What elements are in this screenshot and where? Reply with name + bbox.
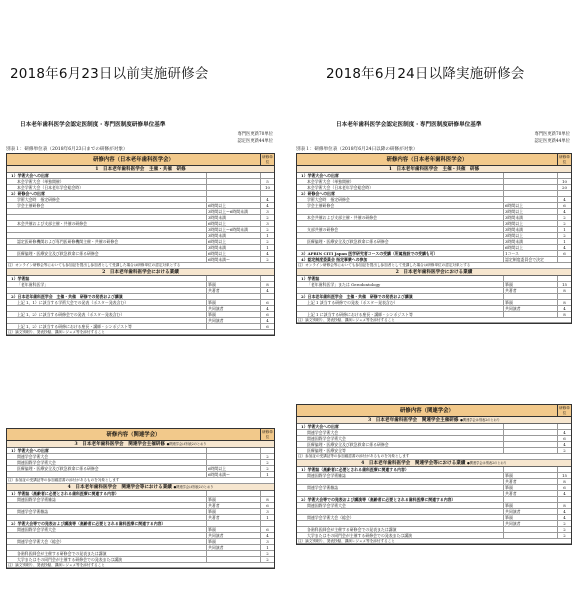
row-condition: 3時間以上～6時間未満: [206, 227, 260, 232]
row-condition: 共著者: [206, 503, 260, 508]
row-condition: 6時間以上: [206, 221, 260, 226]
left-doc-title: 日本老年歯科医学会認定医制度・専門医制度研修単位基準: [20, 122, 166, 128]
row-label: [297, 306, 503, 311]
row-condition: [206, 197, 260, 202]
row-condition: [503, 448, 557, 453]
row-label: [297, 245, 503, 250]
row-condition: 筆頭: [206, 312, 260, 317]
row-label: [297, 233, 503, 238]
row-units: [557, 497, 571, 502]
row-condition: [503, 467, 557, 472]
row-units: 8: [260, 282, 274, 287]
row-units: 6: [557, 251, 571, 256]
row-condition: [206, 454, 260, 459]
rows-group: [7, 173, 274, 263]
section-header: [7, 441, 274, 448]
section-header: [297, 417, 571, 424]
table-note: 注）論文別刷り、発表抄録、講演レジュメ等を添付すること: [7, 563, 274, 569]
row-units: [260, 294, 274, 299]
row-condition: [206, 179, 260, 184]
rows-group: [7, 491, 274, 563]
row-label: [297, 479, 503, 484]
row-units: 15: [557, 282, 571, 287]
row-condition: 共著者: [503, 491, 557, 496]
row-condition: [503, 276, 557, 281]
row-condition: 筆頭: [206, 539, 260, 544]
row-units: 10: [260, 185, 274, 190]
section-note: ●関連学会は別表2のとおり: [173, 484, 214, 489]
row-units: [260, 276, 274, 281]
row-label: [297, 209, 503, 214]
row-condition: [503, 430, 557, 435]
row-condition: 筆頭: [206, 300, 260, 305]
row-label: [297, 509, 503, 514]
row-condition: [503, 497, 557, 502]
row-units: 4: [260, 533, 274, 538]
unit-header: 研修単位: [557, 405, 571, 416]
row-label: 1）学術誌（高齢者に必要とされる歯科医療に関連する内容）: [301, 466, 409, 472]
row-condition: [206, 191, 260, 196]
row-units: 2: [557, 533, 571, 538]
table-note: 注）参加証の受講証等の参加確認書の添付があるものを対象とします: [297, 454, 571, 460]
row-units: [260, 173, 274, 178]
row-condition: [206, 448, 260, 453]
rows-group: [297, 173, 571, 263]
table-title: 研修内容（日本老年歯科医学会）: [93, 157, 174, 163]
row-units: 8: [557, 312, 571, 317]
row-units: 4: [557, 245, 571, 250]
row-units: 2: [557, 215, 571, 220]
row-label: 2）研修会への出席: [11, 191, 45, 196]
table-header: [297, 405, 571, 417]
row-label: 2）学術大会等での発表および講演等（高齢者に必要とされる歯科医療に関連する内容）: [301, 496, 456, 502]
row-condition: 6時間未満～: [206, 257, 260, 262]
row-label: 大学またはその同門会が主催する研修会での発表または講演: [17, 556, 123, 562]
row-units: 2: [260, 551, 274, 556]
row-condition: [206, 294, 260, 299]
row-units: 2: [260, 257, 274, 262]
row-condition: [503, 533, 557, 538]
row-label: 上記 1、2）に該当する研修会での発表（ポスター発表含む）: [17, 311, 125, 317]
row-condition: [503, 312, 557, 317]
row-label: [7, 306, 206, 311]
rows-group: [7, 448, 274, 478]
table-header: [7, 154, 274, 166]
row-condition: 6時間以上: [206, 239, 260, 244]
row-condition: 6時間未満～: [206, 472, 260, 477]
row-units: 2: [260, 239, 274, 244]
row-condition: 3時間未満: [503, 239, 557, 244]
row-label: 2）研修会への出席: [301, 191, 335, 196]
row-label: [7, 318, 206, 323]
row-units: [557, 257, 571, 262]
left-heading: 2018年6月23日以前実施研修会: [10, 66, 209, 82]
row-label: 1）学術大会への出席: [301, 173, 339, 178]
row-label: 関連国際学会学術大会: [307, 436, 346, 441]
table-note: 注）オンライン研修会等においても参加証を提出し参加者として受講した場合は研修単位の認定対象とする: [7, 263, 274, 269]
row-label: [297, 491, 503, 496]
section-header: [297, 460, 571, 467]
right-rev-specialist: 専門医更新70単位: [534, 132, 570, 137]
section-title: 4 日本老年歯科医学会 関連学会等における業績: [67, 484, 172, 490]
row-condition: [503, 185, 557, 190]
row-units: 6: [557, 485, 571, 490]
row-condition: 筆頭: [503, 473, 557, 478]
section-header: 2 日本老年歯科医学会における業績: [7, 269, 274, 276]
section-header: [7, 484, 274, 491]
row-units: 2: [557, 448, 571, 453]
row-condition: [503, 179, 557, 184]
row-label: [7, 515, 206, 520]
row-label: 1）学術誌: [301, 275, 320, 281]
row-units: 3: [260, 209, 274, 214]
row-condition: 3時間以上: [503, 209, 557, 214]
row-condition: 3時間未満: [503, 215, 557, 220]
row-units: 1: [260, 515, 274, 520]
row-units: 2: [557, 221, 571, 226]
row-units: 5: [260, 179, 274, 184]
row-label: 上記 1 該当する研修での発表（ポスター発表含む）: [307, 299, 398, 305]
row-label: [7, 257, 206, 262]
row-condition: 6時間以上: [503, 203, 557, 208]
row-condition: 3時間未満: [206, 245, 260, 250]
row-label: 関連学会学術大会: [307, 430, 339, 435]
row-label: [7, 503, 206, 508]
section-note: ●関連学会は別表2のとおり: [166, 442, 207, 446]
row-label: 1）学術誌: [11, 275, 30, 281]
right-related-table: [296, 404, 572, 545]
row-units: 4: [260, 203, 274, 208]
row-units: 1: [260, 233, 274, 238]
row-label: [297, 521, 503, 526]
row-label: [297, 221, 503, 226]
row-label: [7, 545, 206, 550]
row-units: 6: [260, 312, 274, 317]
row-units: 4: [557, 306, 571, 311]
row-condition: [206, 491, 260, 496]
row-label: 3）APRIN CITI Japan 医学研究者コースの受講（所属施設での受講も可）: [301, 251, 438, 256]
row-label: 医療倫理・医療安全等: [307, 448, 346, 453]
row-condition: 筆頭: [206, 497, 260, 502]
row-condition: 3時間以上: [503, 233, 557, 238]
row-condition: [503, 527, 557, 532]
row-label: 上記 1、2）に該当する研修における座長・講師・シンポジスト等: [17, 323, 132, 329]
row-units: 2: [557, 527, 571, 532]
row-units: 4: [557, 197, 571, 202]
table-header: [7, 429, 274, 441]
row-condition: 6時間以上: [206, 251, 260, 256]
rows-group: [297, 424, 571, 454]
row-units: 2: [260, 454, 274, 459]
section-title: 3 日本老年歯科医学会 関連学会主催研修: [74, 442, 165, 447]
row-label: 学会主催研修会: [17, 203, 45, 208]
row-label: [7, 233, 206, 238]
row-condition: [206, 521, 260, 526]
row-label: 各歯科医師会が主催する研修会での発表または講演: [307, 526, 397, 532]
row-units: 20: [557, 185, 571, 190]
row-condition: [503, 294, 557, 299]
section-note: ●関連学会は別表2のとおり: [467, 460, 507, 465]
row-units: 4: [557, 209, 571, 214]
row-condition: [206, 557, 260, 562]
row-condition: 共著者: [206, 515, 260, 520]
row-condition: 3時間以上～6時間未満: [206, 209, 260, 214]
row-units: [557, 467, 571, 472]
left-related-table: [6, 428, 275, 569]
row-condition: 認定制度委員会で決定: [503, 257, 557, 262]
row-label: 2）日本老年歯科医学会 主催・共催 研修での発表および講演: [301, 293, 413, 299]
row-units: [557, 424, 571, 429]
row-units: 6: [260, 324, 274, 329]
row-units: [557, 294, 571, 299]
section-header: 1 日本老年歯科医学会 主催・共催 研修: [7, 166, 274, 173]
row-label: 2）学術大会等での発表および講演等（高齢者に必要とされる歯科医療に関連する内容）: [11, 520, 166, 526]
section-header: 1 日本老年歯科医学会 主催・共催 研修: [297, 166, 571, 173]
row-condition: [503, 424, 557, 429]
row-units: 3: [260, 221, 274, 226]
row-label: 各歯科医師会が主催する研修会での発表または講演: [17, 550, 107, 556]
row-condition: 共同演者: [206, 545, 260, 550]
row-condition: 3時間未満: [206, 215, 260, 220]
row-units: 8: [557, 503, 571, 508]
row-condition: [503, 197, 557, 202]
row-units: 8: [557, 288, 571, 293]
row-label: 認定医研修機関および専門医研修機関主催・共催の研修会: [17, 239, 119, 244]
row-label: 関連学会学術大会（総会）: [307, 514, 354, 520]
row-units: 6: [557, 203, 571, 208]
right-heading: 2018年6月24日以降実施研修会: [326, 66, 525, 82]
row-label: 本会学術大会（日本老年学会総会時）: [307, 185, 374, 190]
row-condition: 3時間未満: [503, 227, 557, 232]
table-title: 研修内容（日本老年歯科医学会）: [386, 157, 468, 163]
row-label: [7, 245, 206, 250]
row-units: [557, 276, 571, 281]
row-units: 1: [260, 545, 274, 550]
row-label: 関連国際学会学術雑誌: [307, 472, 346, 478]
row-units: 2: [260, 460, 274, 465]
table-note: 注）論文別刷り、発表抄録、講演レジュメ等を添付すること: [297, 539, 571, 545]
row-label: 関連学会学術雑誌: [307, 484, 339, 490]
row-units: 15: [557, 473, 571, 478]
row-condition: 共著者: [503, 479, 557, 484]
row-units: 1: [557, 239, 571, 244]
row-label: 1）学術大会への出席: [11, 173, 49, 178]
row-condition: [503, 173, 557, 178]
row-label: 1）学術大会への出席: [301, 424, 339, 429]
row-label: 2）日本老年歯科医学会 主催・共催 研修での発表および講演: [11, 293, 123, 299]
row-label: 4）認定制度委員会 指定事業への参加: [301, 257, 368, 262]
row-condition: 1コース: [503, 251, 557, 256]
row-label: 関連学会学術大会: [17, 454, 49, 459]
row-units: 4: [260, 197, 274, 202]
rows-group: [7, 276, 274, 330]
row-label: 関連国際学会学術大会: [17, 460, 56, 465]
row-units: 8: [260, 497, 274, 502]
row-label: 医療倫理・医療安全及び救急救命に係る研修会: [17, 251, 99, 256]
row-label: 本会学術大会（単独開催）: [17, 179, 64, 184]
row-units: [557, 191, 571, 196]
unit-header: 研修単位: [557, 154, 571, 165]
row-label: 医療倫理・医療安全及び救急救命に係る研修会: [307, 442, 389, 447]
row-condition: 共同演者: [503, 521, 557, 526]
row-units: 4: [260, 306, 274, 311]
table-note: 注）参加証の受講証等の参加確認書の添付があるものを対象とします: [7, 478, 274, 484]
row-units: 2: [260, 466, 274, 471]
section-title: 3 日本老年歯科医学会 関連学会主催研修: [368, 418, 459, 423]
row-units: 3: [260, 539, 274, 544]
unit-header: 研修単位: [260, 154, 274, 165]
row-units: 4: [557, 491, 571, 496]
table-header: [297, 154, 571, 166]
section-header: 2 日本老年歯科医学会における業績: [297, 269, 571, 276]
row-label: 関連国際学会学術雑誌: [17, 496, 56, 502]
row-label: [297, 288, 503, 293]
row-label: 関連学会学術大会（総会）: [17, 538, 64, 544]
row-label: 上記 1 に該当する研修における座長・講師・シンポジスト等: [307, 311, 413, 317]
row-condition: 筆頭: [206, 509, 260, 514]
rows-group: [297, 467, 571, 539]
left-rev-certified: 認定医更新44単位: [237, 139, 273, 144]
row-units: 4: [557, 430, 571, 435]
row-units: 6: [557, 436, 571, 441]
row-units: 2: [557, 521, 571, 526]
row-condition: [206, 551, 260, 556]
row-label: 上記 1、1）に該当する学術大会での発表（ポスター発表含む）: [17, 299, 129, 305]
row-condition: 6時間以上: [503, 245, 557, 250]
row-label: 1）学術誌（高齢者に必要とされる歯科医療に関連する内容）: [11, 490, 119, 496]
row-units: [260, 521, 274, 526]
row-condition: [206, 185, 260, 190]
row-label: [7, 533, 206, 538]
right-doc-title: 日本老年歯科医学会認定医制度・専門医制度研修単位基準: [336, 122, 482, 128]
table-note: 注）論文別刷り、発表抄録、講演レジュメ等を添付すること: [297, 318, 571, 324]
row-condition: [206, 276, 260, 281]
row-units: 8: [557, 300, 571, 305]
section-title: 4 日本老年歯科医学会 関連学会等における業績: [361, 460, 466, 466]
row-units: 4: [260, 288, 274, 293]
row-condition: 筆頭: [503, 300, 557, 305]
row-label: 本会共催および支部主催・共催の研修会: [17, 221, 88, 226]
row-condition: 共著者: [503, 288, 557, 293]
row-condition: [503, 442, 557, 447]
row-units: [260, 491, 274, 496]
section-note: ●関連学会は別表2のとおり: [460, 418, 500, 422]
row-label: [7, 209, 206, 214]
row-units: 3: [260, 509, 274, 514]
row-condition: 筆頭: [503, 485, 557, 490]
rows-group: [297, 276, 571, 318]
row-condition: 共同演者: [503, 509, 557, 514]
row-condition: [503, 436, 557, 441]
row-units: 4: [557, 509, 571, 514]
row-condition: 共同演者: [206, 533, 260, 538]
row-units: 4: [557, 515, 571, 520]
row-label: 本会学術大会（単独開催）: [307, 179, 354, 184]
row-condition: 筆頭: [503, 282, 557, 287]
row-label: 学術大会時 指定研修会: [307, 197, 350, 202]
row-label: [7, 288, 206, 293]
row-units: [260, 448, 274, 453]
row-units: 8: [557, 479, 571, 484]
row-label: 関連国際学会学術大会: [307, 502, 346, 508]
row-units: 10: [557, 179, 571, 184]
row-units: 2: [557, 233, 571, 238]
row-units: 2: [260, 215, 274, 220]
row-condition: 筆頭: [503, 515, 557, 520]
unit-header: 研修単位: [260, 429, 274, 440]
row-units: [557, 173, 571, 178]
row-label: [7, 215, 206, 220]
right-table-caption: 別表１：研修単位表（2018年6月24日以降の研修が対象）: [296, 147, 418, 152]
row-condition: 共同演者: [206, 318, 260, 323]
row-condition: [503, 191, 557, 196]
row-units: 2: [260, 557, 274, 562]
row-label: 大学またはその同門会が主催する研修会での発表または講演: [307, 532, 413, 538]
row-units: 1: [260, 245, 274, 250]
row-condition: 3時間以上: [503, 221, 557, 226]
right-rev-certified: 認定医更新44単位: [534, 139, 570, 144]
row-units: 2: [260, 227, 274, 232]
row-label: 学術大会時 指定研修会: [17, 197, 60, 202]
row-condition: 共同演者: [206, 306, 260, 311]
row-condition: 6時間以上: [206, 203, 260, 208]
row-units: 4: [260, 318, 274, 323]
row-label: 関連国際学会学術大会: [17, 526, 56, 532]
left-table-caption: 別表１：研修単位表（2018年6月23日までの研修が対象）: [6, 147, 128, 152]
row-units: 6: [260, 503, 274, 508]
right-society-table: [296, 153, 572, 324]
table-title: 研修内容（関連学会）: [400, 408, 454, 414]
table-note: 注）オンライン研修会等においても参加証を提出し参加者として受講した場合は研修単位の認定対象とする: [297, 263, 571, 269]
left-society-table: [6, 153, 275, 336]
row-label: [7, 472, 206, 477]
row-label: 本会共催および支部主催・共催の研修会: [307, 215, 378, 220]
row-condition: [206, 460, 260, 465]
row-units: [260, 191, 274, 196]
row-units: 6: [260, 300, 274, 305]
row-units: 1: [260, 472, 274, 477]
row-condition: 6時間以上: [206, 466, 260, 471]
row-label: 関連学会学術雑誌: [17, 508, 49, 514]
row-label: 「老年歯科医学」: [17, 281, 49, 287]
row-label: 学会主催研修会: [307, 203, 335, 208]
row-label: 「老年歯科医学」または Gerodontology: [307, 281, 381, 287]
row-label: 医療倫理・医療安全及び救急救命に係る研修会: [17, 466, 99, 471]
row-condition: 筆頭: [206, 527, 260, 532]
row-label: 医療倫理・医療安全及び救急救命に係る研修会: [307, 239, 389, 244]
left-rev-specialist: 専門医更新70単位: [237, 132, 273, 137]
row-label: [7, 227, 206, 232]
row-condition: 筆頭: [503, 503, 557, 508]
row-condition: 筆頭: [206, 282, 260, 287]
row-condition: 共著者: [206, 288, 260, 293]
row-label: 支部共催の研修会: [307, 227, 339, 232]
row-label: 1）学術大会への出席: [11, 448, 49, 453]
row-condition: 共同演者: [503, 306, 557, 311]
table-title: 研修内容（関連学会）: [106, 432, 161, 438]
row-condition: 3時間未満: [206, 233, 260, 238]
row-condition: [206, 173, 260, 178]
row-condition: [206, 324, 260, 329]
row-units: 4: [260, 251, 274, 256]
row-label: 本会学術大会（日本老年学会総会時）: [17, 185, 84, 190]
row-units: 1: [557, 227, 571, 232]
row-units: 6: [260, 527, 274, 532]
table-note: 注）論文別刷り、発表抄録、講演レジュメ等を添付すること: [7, 330, 274, 336]
row-units: 4: [557, 442, 571, 447]
